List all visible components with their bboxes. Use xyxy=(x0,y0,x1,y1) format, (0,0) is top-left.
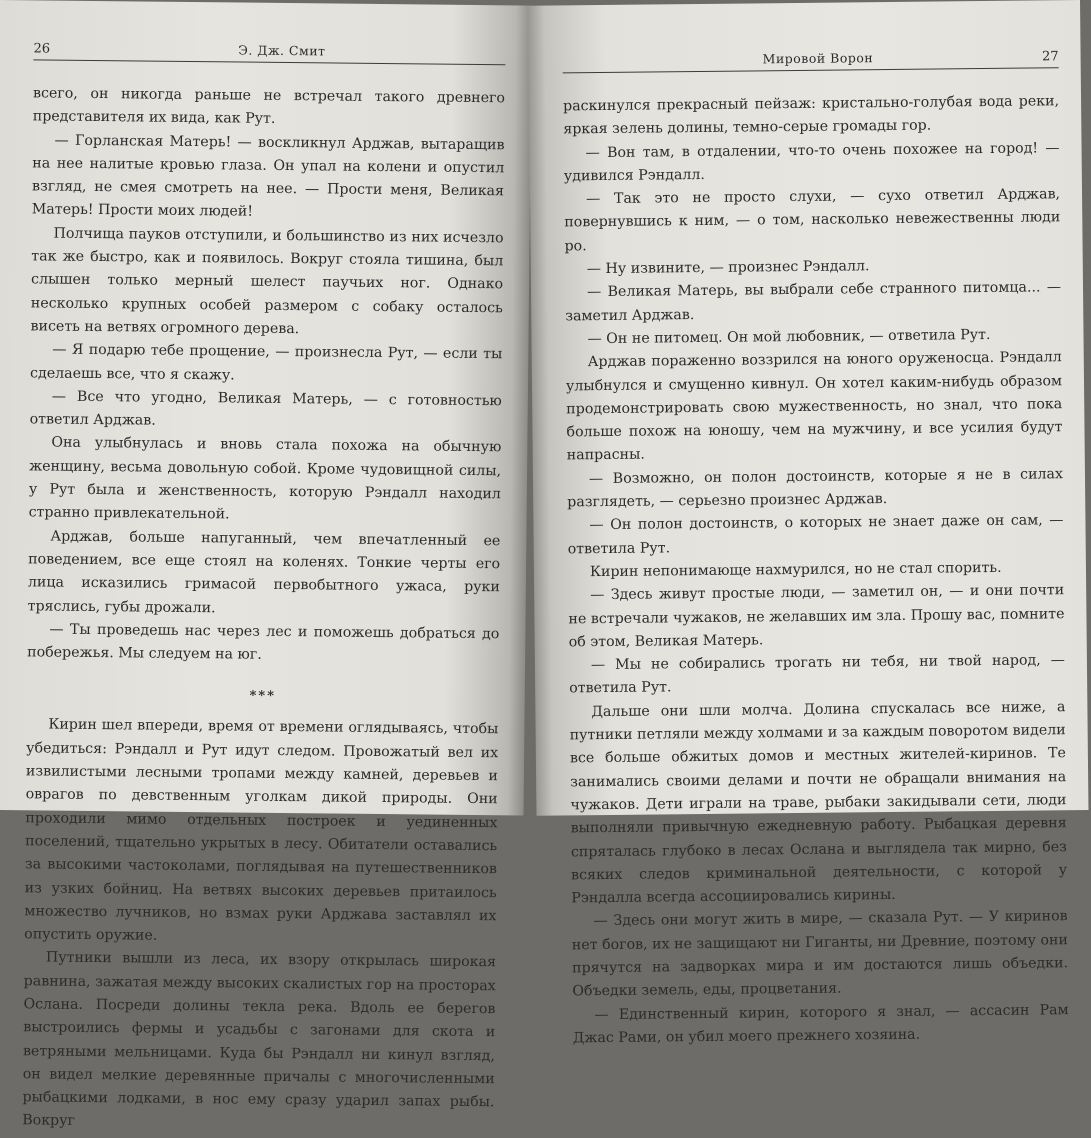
right-page-number: 27 xyxy=(1041,49,1059,65)
paragraph: Кирин шел впереди, время от времени оглядываясь, чтобы убедиться: Рэндалл и Рут идут следом. Провожатый вел их извилистыми лесными тропами между камней, деревьев и оврагов по девственным уголкам дикой природы. Они проходили мимо отдельных построек и уединенных поселений, тщательно укрытых в лесу. Обитатели оставались за высокими частоколами, поглядывая на путешественников из узких бойниц. На ветвях высоких деревьев притаилось множество лучников, но взмах руки Арджава заставлял их опустить оружие. xyxy=(24,716,499,944)
paragraph: — Ты проведешь нас через лес и поможешь добраться до побережья. Мы следуем на юг. xyxy=(27,621,500,663)
left-running-head xyxy=(33,40,505,65)
paragraph: Арджав пораженно воззрился на юного оруженосца. Рэндалл улыбнулся и смущенно кивнул. Он хотел каким-нибудь образом продемонстрировать свою мужественность, но знал, что пока больше похож на юношу, чем на мужчину, и все усилия будут напрасны. xyxy=(565,349,1063,464)
left-page xyxy=(0,0,532,1130)
paragraph: — Я подарю тебе прощение, — произнесла Рут, — если ты сделаешь все, что я скажу. xyxy=(30,341,503,384)
paragraph: — Единственный кирин, которого я знал, — ассасин Рам Джас Рами, он убил моего прежнего хозяина. xyxy=(572,1001,1069,1047)
paragraph: — Великая Матерь, вы выбрали себе странного питомца... — заметил Арджав. xyxy=(565,279,1062,325)
paragraph: — Вон там, в отдалении, что-то очень похожее на город! — удивился Рэндалл. xyxy=(563,139,1060,185)
paragraph: Полчища пауков отступили, и большинство из них исчезло так же быстро, как и появилось. Вокруг стояла тишина, был слышен только мерный шелест паучьих ног. Однако несколько крупных особей размером с собаку осталось висеть на ветвях огромного дерева. xyxy=(30,225,504,338)
paragraph: Путники вышли из леса, их взору открылась широкая равнина, зажатая между высоких скалистых гор на просторах Ослана. Посреди долины текла река. Вдоль ее берегов выстроились фермы и усадьбы с загонами для скота и ветряными мельницами. Куда бы Рэндалл ни кинул взгляд, он видел мелкие деревянные причалы с многочисленными рыбацкими лодками, в нос ему сразу ударил запах рыбы. Вокруг xyxy=(22,949,497,1130)
paragraph: Дальше они шли молча. Долина спускалась все ниже, а путники петляли между холмами и за каждым поворотом видели все больше обжитых домов и местных жителей-киринов. Те занимались своими делами и почти не обращали внимания на чужаков. Дети играли на траве, рыбаки закидывали сети, люди выполняли привычную ежедневную работу. Рыбацкая деревня спряталась глубоко в лесах Ослана и выглядела так мирно, без всяких следов криминальной деятельности, с которой у Рэндалла всегда ассоциировались кирины. xyxy=(569,698,1068,907)
paragraph: — Возможно, он полон достоинств, которые я не в силах разглядеть, — серьезно произнес Арджав. xyxy=(567,465,1064,511)
paragraph: — Так это не просто слухи, — сухо ответил Арджав, повернувшись к ним, — о том, насколько невежественны люди ро. xyxy=(564,186,1061,255)
left-paragraphs-after xyxy=(22,714,498,1138)
paragraph: — Горланская Матерь! — воскликнул Арджав, вытаращив на нее налитые кровью глаза. Он упал на колени и опустил взгляд, не смея смотреть на нее. — Прости меня, Великая Матерь! Прости моих людей! xyxy=(31,132,505,221)
paragraph: — Все что угодно, Великая Матерь, — с готовностью ответил Арджав. xyxy=(29,388,502,429)
right-running-head xyxy=(563,48,1059,73)
right-page xyxy=(528,0,1088,1047)
paragraph: всего, он никогда раньше не встречал такого древнего представителя их вида, как Рут. xyxy=(32,85,506,128)
paragraph: — Он полон достоинств, о которых не знает даже он сам, — ответила Рут. xyxy=(567,512,1064,558)
paragraph: — Здесь живут простые люди, — заметил он, — и они почти не встречали чужаков, не желавших им зла. Прошу вас, помните об этом, Великая Матерь. xyxy=(568,582,1065,651)
paragraph: — Здесь они могут жить в мире, — сказала Рут. — У киринов нет богов, их не защищают ни Гиганты, ни Древние, поэтому они прячутся на задворках мира и им достаются лишь объедки. Объедки земель, еды, процветания. xyxy=(571,908,1069,1000)
paragraph: — Ну извините, — произнес Рэндалл. xyxy=(586,258,870,278)
left-text-block xyxy=(22,82,505,1138)
paragraph: Она улыбнулась и вновь стала похожа на обычную женщину, весьма довольную собой. Кроме чудовищной силы, у Рут была и женственность, которую Рэндалл находил странно привлекательной. xyxy=(28,435,502,523)
paragraph: Арджав, больше напуганный, чем впечатленный ее поведением, все еще стоял на коленях. Тонкие черты его лица исказились гримасой первобытного ужаса, руки тряслись, губы дрожали. xyxy=(27,528,501,616)
right-paragraphs xyxy=(563,90,1069,1050)
left-paragraphs-before xyxy=(27,82,505,669)
left-running-title: Э. Дж. Смит xyxy=(238,42,326,59)
paragraph: — Он не питомец. Он мой любовник, — ответила Рут. xyxy=(587,326,991,348)
right-text-block xyxy=(563,90,1069,1050)
left-page-number: 26 xyxy=(33,41,51,57)
section-separator: *** xyxy=(249,689,276,705)
paragraph: раскинулся прекрасный пейзаж: кристально-голубая вода реки, яркая зелень долины, темно-серые громады гор. xyxy=(563,93,1060,138)
paragraph: Кирин непонимающе нахмурился, но не стал спорить. xyxy=(589,559,1002,581)
right-running-title: Мировой Ворон xyxy=(762,50,874,67)
paragraph: — Мы не собирались трогать ни тебя, ни твой народ, — ответила Рут. xyxy=(569,652,1065,697)
